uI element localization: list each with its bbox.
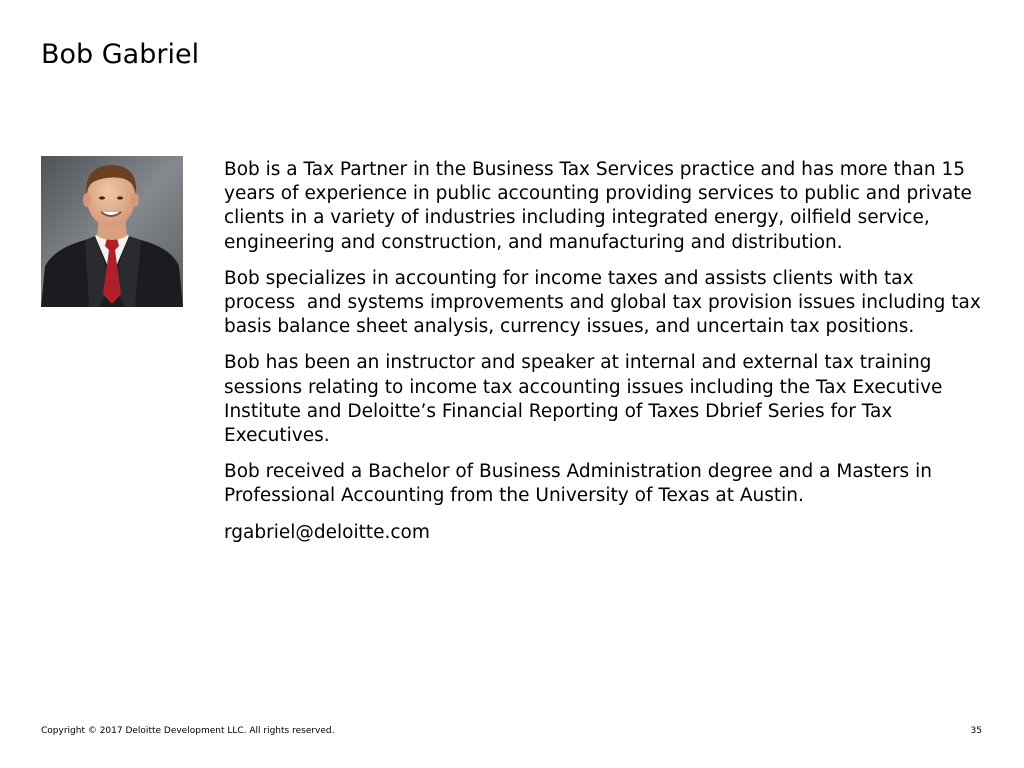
bio-paragraph: Bob specializes in accounting for income taxes and assists clients with tax process and systems improvements and global tax provision issues including tax basis balance sheet analysis, currency issues, and uncertain tax positions.	[224, 267, 987, 338]
slide-title: Bob Gabriel	[41, 39, 200, 70]
page-number: 35	[970, 726, 982, 736]
profile-photo	[41, 156, 183, 307]
email-address: rgabriel@deloitte.com	[224, 521, 430, 543]
bio-text	[224, 158, 987, 557]
copyright-notice: Copyright © 2017 Deloitte Development LLC. All rights reserved.	[41, 726, 335, 736]
bio-paragraph: Bob has been an instructor and speaker at internal and external tax training sessions relating to income tax accounting issues including the Tax Executive Institute and Deloitte’s Financial Reporting of Taxes Dbrief Series for Tax Executives.	[224, 352, 949, 447]
bio-paragraph: Bob received a Bachelor of Business Administration degree and a Masters in Professional Accounting from the University of Texas at Austin.	[224, 461, 938, 507]
bio-paragraph: Bob is a Tax Partner in the Business Tax Services practice and has more than 15 years of experience in public accounting providing services to public and private clients in a variety of industries including integrated energy, oilfield service, engineering and construction, and manufacturing and distribution.	[224, 159, 978, 253]
headshot-image	[41, 156, 183, 307]
